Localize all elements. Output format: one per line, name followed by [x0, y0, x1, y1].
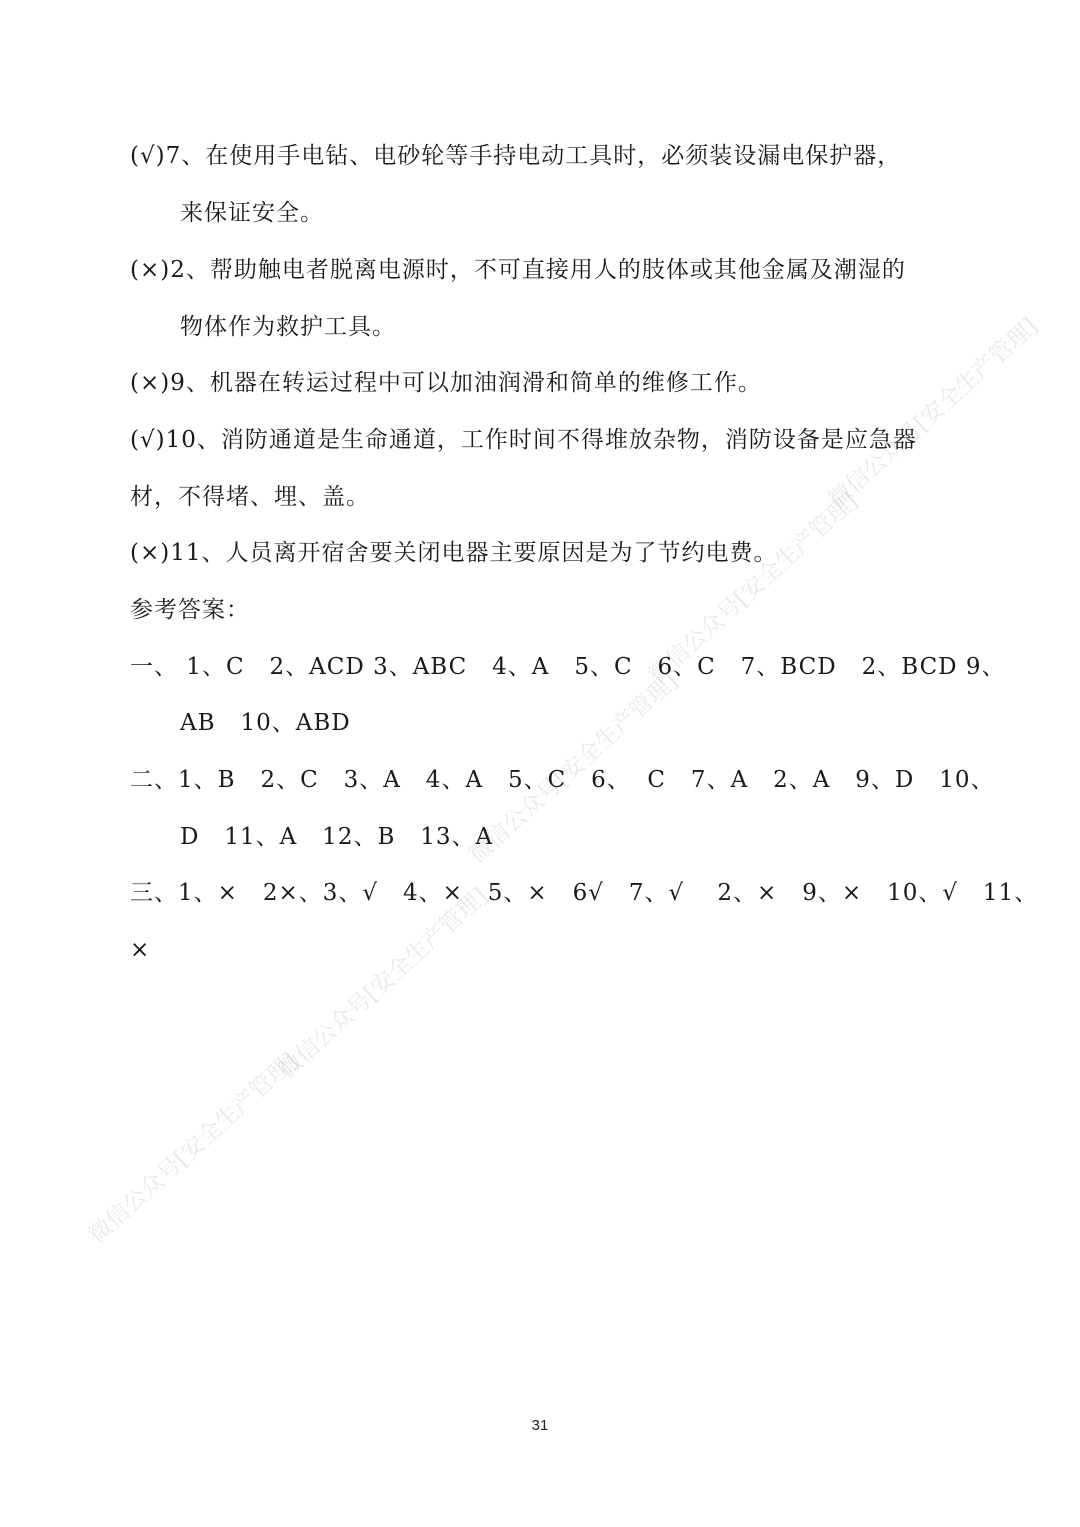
- watermark: 微信公众号[安全生产管理]: [84, 1048, 303, 1249]
- answers-section-1-line-1: 一、 1、C 2、ACD 3、ABC 4、A 5、C 6、C 7、BCD 2、BCD 9、: [130, 654, 1006, 680]
- answers-section-3-line-2: ×: [130, 937, 151, 963]
- watermark: 微信公众号[安全生产管理]: [274, 883, 493, 1084]
- question-10-line-1: (√)10、消防通道是生命通道，工作时间不得堆放杂物，消防设备是应急器: [130, 427, 917, 453]
- question-7-line-2: 来保证安全。: [180, 200, 324, 226]
- watermark: 微信公众号[安全生产管理]: [824, 313, 1043, 514]
- question-2-line-1: (×)2、帮助触电者脱离电源时，不可直接用人的肢体或其他金属及潮湿的: [130, 257, 906, 283]
- question-9-line-1: (×)9、机器在转运过程中可以加油润滑和简单的维修工作。: [130, 370, 762, 396]
- answers-heading: 参考答案：: [130, 597, 250, 623]
- answers-section-3-line-1: 三、1、× 2×、3、√ 4、× 5、× 6√ 7、√ 2、× 9、× 10、√ 11、: [130, 880, 1039, 906]
- answers-section-2-line-1: 二、1、B 2、C 3、A 4、A 5、C 6、 C 7、A 2、A 9、D 10、: [130, 767, 995, 793]
- question-7-line-1: (√)7、在使用手电钻、电砂轮等手持电动工具时，必须装设漏电保护器，: [130, 143, 902, 169]
- answers-section-1-line-2: AB 10、ABD: [180, 710, 351, 736]
- page-number: 31: [531, 1417, 549, 1434]
- answers-section-2-line-2: D 11、A 12、B 13、A: [180, 824, 494, 850]
- watermark: 微信公众号[安全生产管理]: [644, 488, 863, 689]
- watermark: 微信公众号[安全生产管理]: [464, 668, 683, 869]
- question-10-line-2: 材，不得堵、埋、盖。: [130, 484, 370, 510]
- question-11-line-1: (×)11、人员离开宿舍要关闭电器主要原因是为了节约电费。: [130, 540, 778, 566]
- question-2-line-2: 物体作为救护工具。: [180, 314, 396, 340]
